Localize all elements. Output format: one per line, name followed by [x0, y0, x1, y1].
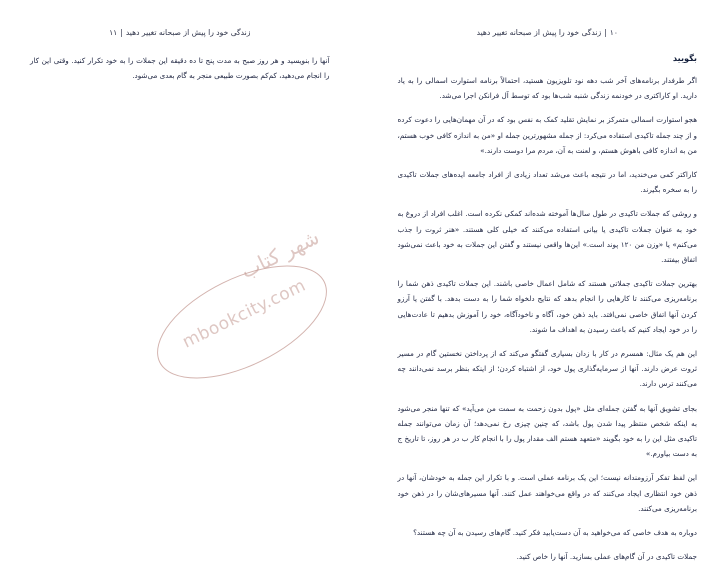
running-header-right	[30, 28, 330, 37]
paragraph: بجای تشویق آنها به گفتن جمله‌ای مثل «پول بدون زحمت به سمت من می‌آید» که تنها منجر می‌شود به اینکه شخص منتظر پیدا شدن پول باشد، که چنین چیزی رخ نمی‌دهد؛ آن زمان می‌توانند جمله تاکیدی مثل این را به خود بگویند «متعهد هستم الف مقدار پول را با انجام کار ب در هر روز، تا تاریخ ج به دست بیاورم.»	[398, 401, 698, 462]
section-title: بگویید	[398, 53, 698, 63]
header-separator-left: |	[601, 28, 610, 37]
paragraph: آنها را بنویسید و هر روز صبح به مدت پنج تا ده دقیقه این جملات را به خود تکرار کنید. وقتی این کار را انجام می‌دهید، کم‌کم بصورت طبیعی منجر به گام بعدی می‌شود.	[30, 53, 330, 83]
paragraph: کاراکتر کمی می‌خندید، اما در نتیجه باعث می‌شد تعداد زیادی از افراد جامعه ایده‌های جملات تاکیدی را به سخره بگیرند.	[398, 167, 698, 197]
watermark-ellipse	[140, 243, 344, 403]
page-right	[0, 0, 364, 521]
page-left	[364, 0, 727, 521]
page-number-left: ۱۰	[610, 28, 618, 37]
header-title-right: زندگی خود را پیش از صبحانه تغییر دهید	[126, 28, 251, 37]
paragraph: دوباره به هدف خاصی که می‌خواهید به آن دست‌یابید فکر کنید. گام‌های رسیدن به آن چه هستند؟	[398, 525, 698, 540]
running-header-left	[398, 28, 698, 37]
page-number-right: ۱۱	[109, 28, 117, 37]
paragraph: بهترین جملات تاکیدی جملاتی هستند که شامل اعمال خاصی باشند. این جملات تاکیدی ذهن شما را برنامه‌ریزی می‌کنند تا کارهایی را انجام بدهد که نتایج دلخواه شما را به دست بدهد. با گفتن یا آرزو کردن آنها اتفاق خاصی نمی‌افتد. باید ذهن خود، آگاه و ناخودآگاه، خود را آموزش بدهیم تا عادت‌هایی را در خود ایجاد کنیم که باعث رسیدن به اهداف ما شوند.	[398, 276, 698, 337]
paragraph: این لفظ تفکر آرزومندانه نیست؛ این یک برنامه عملی است. و با تکرار این جمله به خودشان، آنها در ذهن خود انتظاری ایجاد می‌کنند که در واقع می‌خواهند عمل کنند. آنها مسیرهای‌شان را در ذهن خود برنامه‌ریزی می‌کنند.	[398, 470, 698, 516]
paragraph: و روشی که جملات تاکیدی در طول سال‌ها آموخته شده‌اند کمکی نکرده است. اغلب افراد از دروغ به خود به عنوان جملات تاکیدی یا بیانی استفاده می‌کنند که خیلی کلی هستند. «هنر ثروت را جذب می‌کنم» یا «وزن من ۱۲۰ پوند است.» این‌ها واقعی نیستند و گفتن این جملات به خود باعث نمی‌شود اتفاق بیفتند.	[398, 206, 698, 267]
paragraph: هجو استوارت اسمالی متمرکز بر نمایش تقلید کمک به نفس بود که در آن مهمان‌هایی را دعوت کرده و از چند جمله تاکیدی استفاده می‌کرد: از جمله مشهورترین جمله او «من به اندازه کافی خوب هستم، من به اندازه کافی باهوش هستم، و لعنت به آن، مردم مرا دوست دارند.»	[398, 112, 698, 158]
watermark-persian-text: شهر کتاب	[237, 225, 323, 283]
header-title-left: زندگی خود را پیش از صبحانه تغییر دهید	[477, 28, 602, 37]
paragraph: جملات تاکیدی در آن گام‌های عملی بسازید. آنها را خاص کنید.	[398, 549, 698, 564]
watermark-latin-text: mbookcity.com	[179, 276, 309, 353]
header-separator-right: |	[117, 28, 126, 37]
paragraph: اگر طرفدار برنامه‌های آخر شب دهه نود تلویزیون هستید، احتمالاً برنامه استوارت اسمالی را به یاد دارید. او کاراکتری در خودنمه زندگی شنبه شب‌ها بود که توسط آل فرانکن اجرا می‌شد.	[398, 73, 698, 103]
paragraph: این هم یک مثال: همسرم در کار با زدان بسیاری گفتگو می‌کند که از پرداختن نخستین گام در مسیر ثروت عرض دارند. آنها از سرمایه‌گذاری پول خود، از اشتباه کردن؛ از اینکه بنظر برسد نمی‌دانند چه می‌کنند ترس دارند.	[398, 346, 698, 392]
